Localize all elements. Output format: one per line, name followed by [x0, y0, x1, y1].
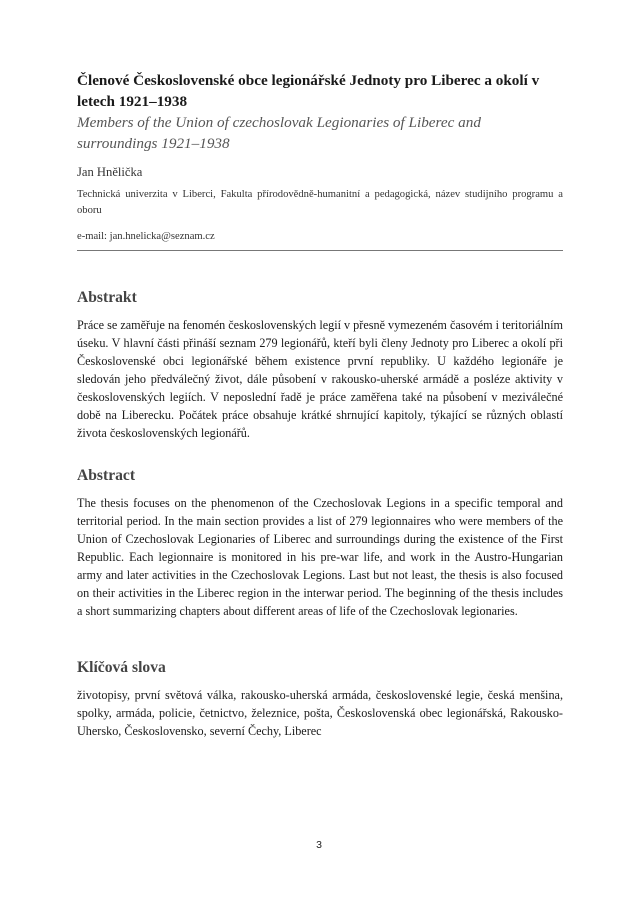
paper-page: [77, 70, 563, 738]
page-number: 3: [316, 839, 322, 851]
author-name: Jan Hnělička: [77, 165, 143, 179]
section-abstract: [77, 466, 563, 620]
section-abstrakt: [77, 288, 563, 442]
section-body: The thesis focuses on the phenomenon of the Czechoslovak Legions in a specific temporal and territorial period. In the main section provides a list of 279 legionnaires who were members of the Union of Czechoslovak Legionaries of Liberec and surroundings during the existence of the First Republic. Each legionnaire is monitored in his pre-war life, and work in the Austro-Hungarian army and later activities in the Czechoslovak Legions. Last but not least, the thesis is also focused on their activities in the Liberec region in the interwar period. The beginning of the thesis includes a short summarizing chapters about different areas of life of the Czechoslovak legionaries.: [77, 496, 563, 618]
section-heading: Abstrakt: [77, 289, 137, 306]
section-body: životopisy, první světová válka, rakousko-uherská armáda, československé legie, česká menšina, spolky, armáda, policie, četnictvo, železnice, pošta, Československá obec legionářská, Rakousko- Uhersko, Československo, severní Čechy, Liberec: [77, 688, 563, 738]
section-heading: Abstract: [77, 467, 136, 484]
author-email: e-mail: jan.hnelicka@seznam.cz: [77, 229, 563, 251]
author-affiliation: Technická univerzita v Liberci, Fakulta přírodovědně-humanitní a pedagogická, název studijního programu a oboru: [77, 189, 563, 216]
title-english: Members of the Union of czechoslovak Legionaries of Liberec and surroundings 1921–1938: [77, 114, 481, 152]
section-body: Práce se zaměřuje na fenomén československých legií v přesně vymezeném časovém i teritoriálním úseku. V hlavní části přináší seznam 279 legionářů, kteří byli členy Jednoty pro Liberec a okolí při Československé obci legionářské během existence první republiky. U každého legionáře je sledován jeho předválečný život, dále působení v rakousko-uherské armádě a posléze aktivity v československých legiích. V neposlední řadě je práce zaměřena také na působení v meziválečné době na Liberecku. Počátek práce obsahuje krátké shrnující kapitoly, týkající se různých oblastí života československých legionářů.: [77, 318, 563, 440]
title-czech: Členové Československé obce legionářské Jednoty pro Liberec a okolí v letech 1921–1938: [77, 72, 540, 110]
section-keywords: [77, 658, 563, 740]
section-heading: Klíčová slova: [77, 659, 166, 676]
